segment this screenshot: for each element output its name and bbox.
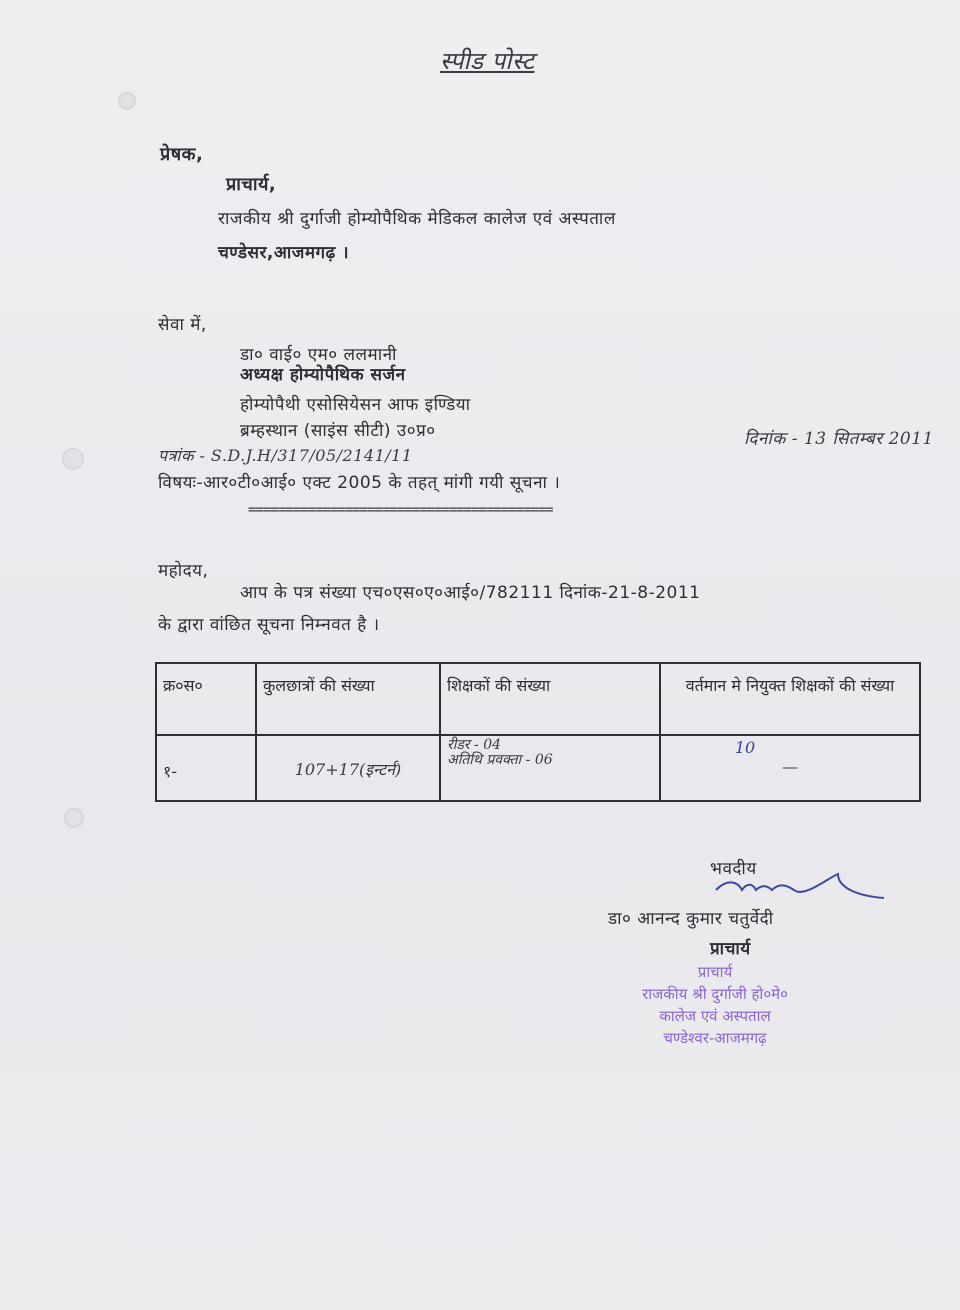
salutation: महोदय, [158,561,209,581]
cell-appointed-count: 10 [734,738,756,757]
cell-serial: १- [156,735,256,801]
stamp-designation: प्राचार्य [697,963,733,981]
subject-line: विषयः-आर०टी०आई० एक्ट 2005 के तहत् मांगी गयी सूचना । [158,473,561,493]
recipient-organization: होम्योपैथी एसोसियेसन आफ इण्डिया [240,395,471,415]
signatory-name: डा० आनन्द कुमार चतुर्वेदी [608,909,774,929]
header-serial: क्र०स० [156,663,256,735]
signatory-designation: प्राचार्य [710,939,751,959]
sender-designation: प्राचार्य, [226,174,277,195]
stamp-institution: राजकीय श्री दुर्गाजी हो०मे० [642,985,788,1003]
punch-hole [118,92,136,110]
stamp-location: चण्डेश्वर-आजमगढ़ [663,1029,767,1047]
header-appointed-teachers: वर्तमान मे नियुक्त शिक्षकों की संख्या [660,663,920,735]
sender-institution: राजकीय श्री दुर्गाजी होम्योपैथिक मेडिकल कालेज एवं अस्पताल [218,209,616,229]
information-table [155,662,921,802]
document-heading: स्पीड पोस्ट [440,47,535,75]
recipient-title: अध्यक्ष होम्योपैथिक सर्जन [240,365,406,385]
subject-underline-rule: ========================================= [248,502,553,518]
closing-word: भवदीय [710,859,757,879]
recipient-city: ब्रम्हस्थान (साइंस सीटी) उ०प्र० [240,421,436,441]
recipient-label: सेवा में, [158,315,207,335]
stamp-institution-2: कालेज एवं अस्पताल [659,1007,771,1025]
letter-date: दिनांक - 13 सितम्बर 2011 [744,429,934,449]
recipient-name: डा० वाई० एम० ललमानी [240,345,397,365]
header-teachers: शिक्षकों की संख्या [440,663,660,735]
cell-appointed-teachers [660,735,920,801]
signature-mark [708,868,888,908]
punch-hole [62,448,84,470]
sender-address: चण्डेसर,आजमगढ़ । [218,243,350,263]
body-line-1: आप के पत्र संख्या एच०एस०ए०आई०/782111 दिनांक-21-8-2011 [240,583,701,603]
punch-hole [64,808,84,828]
cell-total-students: 107+17(इन्टर्न) [256,735,440,801]
body-line-2: के द्वारा वांछित सूचना निम्नवत है । [158,615,380,635]
cell-teachers-guest: अतिथि प्रवक्ता - 06 [447,752,553,768]
table-header-row [156,663,920,735]
table-row [156,735,920,801]
reference-number: पत्रांक - S.D.J.H/317/05/2141/11 [158,446,413,465]
cell-appointed-dash: — [782,757,798,776]
header-total-students: कुलछात्रों की संख्या [256,663,440,735]
cell-teachers-reader: रीडर - 04 [447,737,502,753]
sender-label: प्रेषक, [160,144,204,165]
